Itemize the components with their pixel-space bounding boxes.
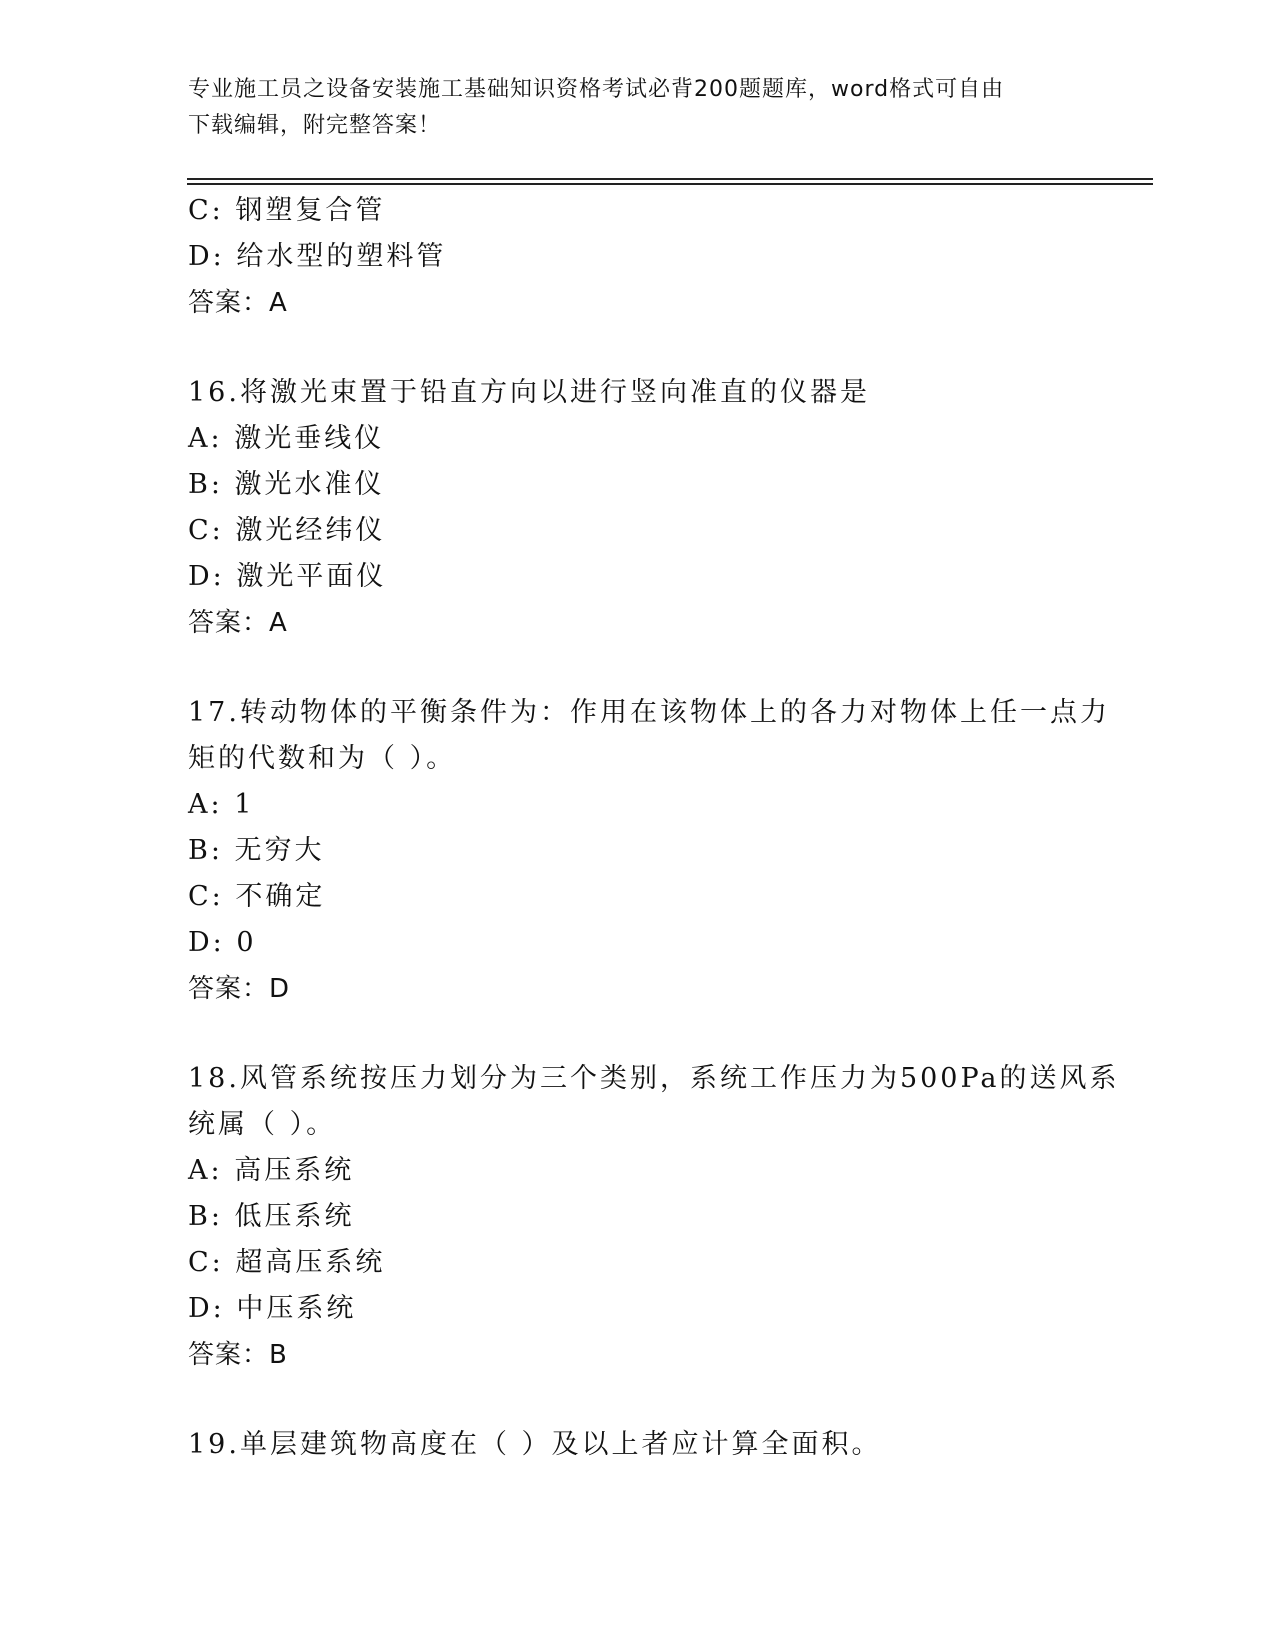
option-a bbox=[188, 782, 1088, 828]
header-line-2: 下载编辑，附完整答案！ bbox=[188, 113, 442, 138]
question-stem-line: 16.将激光束置于铅直方向以进行竖向准直的仪器是 bbox=[188, 377, 870, 408]
option-text: 给水型的塑料管 bbox=[236, 241, 447, 272]
document-header bbox=[188, 72, 1088, 144]
option-text: 无穷大 bbox=[234, 835, 325, 866]
option-label: B: bbox=[188, 469, 223, 500]
option-text: 激光平面仪 bbox=[236, 561, 387, 592]
option-label: A: bbox=[188, 789, 223, 820]
question-stem-line: 19.单层建筑物高度在（ ）及以上者应计算全面积。 bbox=[188, 1429, 882, 1460]
option-label: A: bbox=[188, 1155, 223, 1186]
option-d bbox=[188, 1286, 1088, 1332]
question-stem-line: 统属（ ）。 bbox=[188, 1109, 337, 1140]
answer-line: 答案：D bbox=[188, 974, 291, 1004]
option-label: B: bbox=[188, 1201, 223, 1232]
option-label: C: bbox=[188, 195, 224, 226]
option-a bbox=[188, 416, 1088, 462]
option-d bbox=[188, 234, 1088, 280]
header-divider-bottom bbox=[187, 183, 1153, 185]
option-d bbox=[188, 920, 1088, 966]
option-label: C: bbox=[188, 1247, 224, 1278]
question-stem-line: 矩的代数和为（ ）。 bbox=[188, 743, 457, 774]
question-stem bbox=[188, 1056, 1120, 1148]
option-text: 低压系统 bbox=[234, 1201, 355, 1232]
option-label: C: bbox=[188, 881, 224, 912]
option-text: 钢塑复合管 bbox=[235, 195, 386, 226]
question-stem-line: 18.风管系统按压力划分为三个类别，系统工作压力为500Pa的送风系 bbox=[188, 1063, 1120, 1094]
option-c bbox=[188, 508, 1088, 554]
question-19 bbox=[188, 1422, 1088, 1468]
option-c bbox=[188, 874, 1088, 920]
option-text: 激光水准仪 bbox=[234, 469, 385, 500]
option-a bbox=[188, 1148, 1088, 1194]
question-stem bbox=[188, 1422, 1088, 1468]
option-d bbox=[188, 554, 1088, 600]
answer-line: 答案：A bbox=[188, 288, 288, 318]
option-b bbox=[188, 828, 1088, 874]
previous-question-tail bbox=[188, 188, 1088, 326]
question-17 bbox=[188, 690, 1110, 1012]
answer-line: 答案：A bbox=[188, 608, 288, 638]
option-label: D: bbox=[188, 1293, 225, 1324]
option-label: B: bbox=[188, 835, 223, 866]
option-c bbox=[188, 1240, 1088, 1286]
answer-line: 答案：B bbox=[188, 1340, 288, 1370]
option-b bbox=[188, 1194, 1088, 1240]
option-label: C: bbox=[188, 515, 224, 546]
option-label: D: bbox=[188, 241, 225, 272]
option-text: 超高压系统 bbox=[235, 1247, 386, 1278]
option-label: D: bbox=[188, 927, 225, 958]
question-18 bbox=[188, 1056, 1120, 1378]
question-stem-line: 17.转动物体的平衡条件为：作用在该物体上的各力对物体上任一点力 bbox=[188, 697, 1110, 728]
question-list bbox=[188, 188, 1120, 1468]
option-text: 中压系统 bbox=[236, 1293, 357, 1324]
option-text: 激光垂线仪 bbox=[234, 423, 385, 454]
option-text: 激光经纬仪 bbox=[235, 515, 386, 546]
option-text: 1 bbox=[234, 789, 255, 820]
option-text: 不确定 bbox=[235, 881, 326, 912]
question-stem bbox=[188, 370, 1088, 416]
option-label: A: bbox=[188, 423, 223, 454]
header-divider-top bbox=[187, 178, 1153, 180]
option-text: 高压系统 bbox=[234, 1155, 355, 1186]
option-c bbox=[188, 188, 1088, 234]
option-text: 0 bbox=[236, 927, 257, 958]
option-b bbox=[188, 462, 1088, 508]
question-16 bbox=[188, 370, 1088, 646]
option-label: D: bbox=[188, 561, 225, 592]
question-stem bbox=[188, 690, 1110, 782]
header-line-1: 专业施工员之设备安装施工基础知识资格考试必背200题题库，word格式可自由 bbox=[188, 77, 1005, 102]
